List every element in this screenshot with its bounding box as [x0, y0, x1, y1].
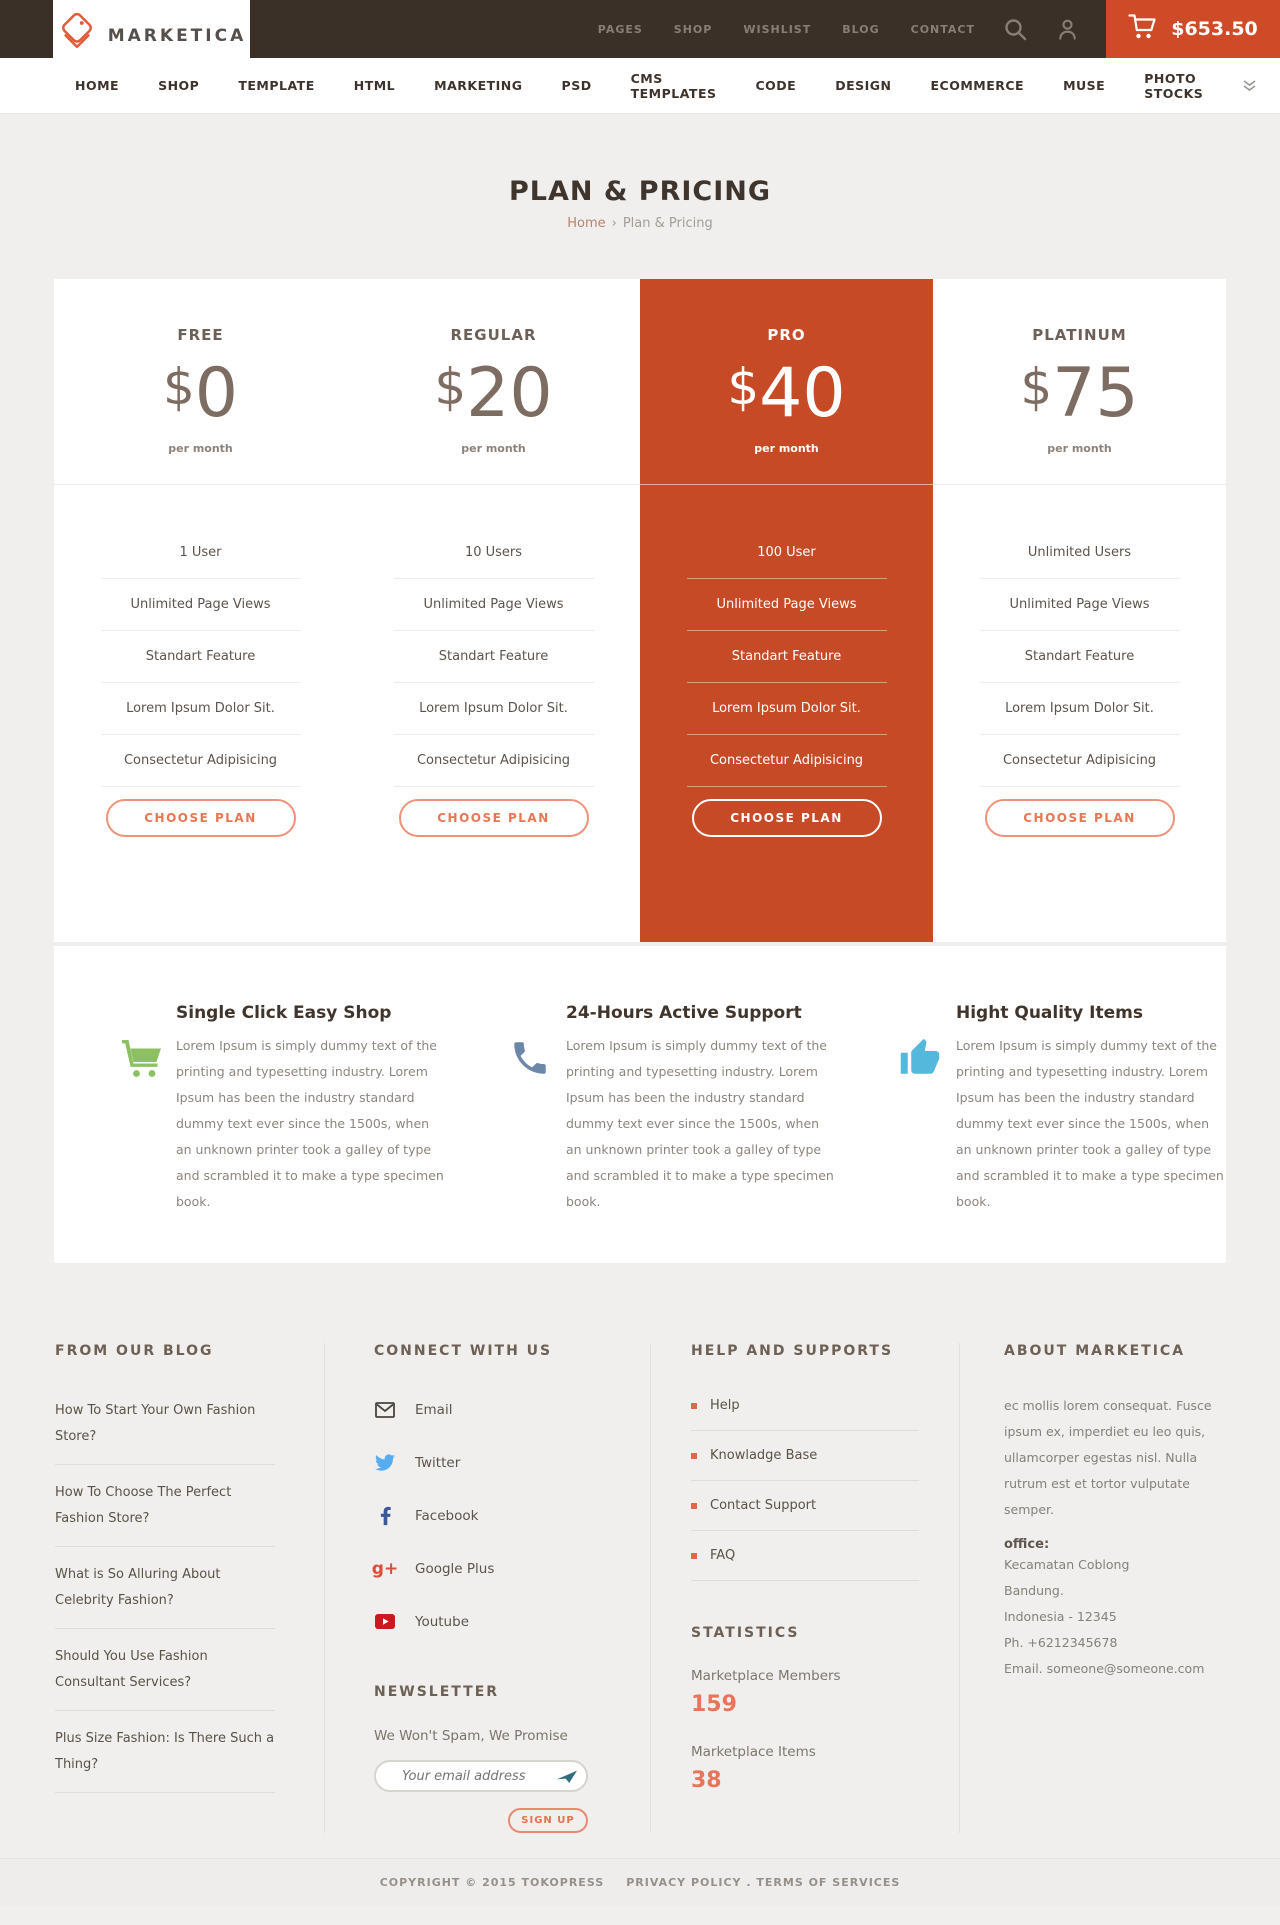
top-nav [598, 23, 975, 36]
plan-feature-list [347, 485, 640, 787]
plan-feature: Standart Feature [980, 631, 1180, 683]
plan-feature: 100 User [687, 527, 887, 579]
connect-heading: CONNECT WITH US [374, 1343, 553, 1359]
price-amount: 75 [1052, 354, 1139, 433]
plan-feature: Unlimited Page Views [394, 579, 594, 631]
help-link-contact-support[interactable] [691, 1481, 919, 1531]
privacy-policy-link[interactable]: PRIVACY POLICY [626, 1876, 742, 1889]
facebook-icon [374, 1506, 396, 1526]
plan-feature: 1 User [101, 527, 301, 579]
copyright-bar [0, 1858, 1280, 1906]
plan-feature: Unlimited Page Views [980, 579, 1180, 631]
blog-post-link[interactable]: What is So Alluring About Celebrity Fashion? [55, 1547, 275, 1629]
blog-post-link[interactable]: Should You Use Fashion Consultant Services? [55, 1629, 275, 1711]
help-label: Contact Support [710, 1498, 817, 1513]
feature-title: Single Click Easy Shop [176, 1003, 392, 1023]
address-line: Bandung. [1004, 1583, 1064, 1598]
plan-header [347, 279, 640, 485]
help-heading: HELP AND SUPPORTS [691, 1343, 894, 1359]
cart-total: $653.50 [1171, 18, 1258, 40]
help-label: Knowladge Base [710, 1448, 818, 1463]
breadcrumb-current: Plan & Pricing [622, 216, 713, 231]
plan-feature-list [640, 485, 933, 787]
blog-post-link[interactable]: Plus Size Fashion: Is There Such a Thing? [55, 1711, 275, 1793]
plan-platinum [933, 279, 1226, 942]
feature-text: Lorem Ipsum is simply dummy text of the printing and typesetting industry. Lorem Ipsum has been the industry standard dummy text ever since the 1500s, when an unknown printer took a galley of type and scrambled it to make a type specimen book. [956, 1038, 1224, 1209]
about-text: ec mollis lorem consequat. Fusce ipsum ex, imperdiet eu leo quis, ullamcorper egestas nisl. Nulla rutrum est et tortor vulputate semper. [1004, 1398, 1212, 1517]
social-label: Facebook [415, 1507, 479, 1524]
choose-plan-button-pro[interactable]: CHOOSE PLAN [692, 799, 882, 837]
brand-name: MARKETICA [107, 26, 247, 46]
search-icon[interactable] [1004, 18, 1027, 41]
social-list [371, 1383, 650, 1648]
blog-heading: FROM OUR BLOG [55, 1343, 214, 1359]
plan-feature: Consectetur Adipisicing [980, 735, 1180, 787]
currency-symbol: $ [727, 358, 760, 416]
feature-title: Hight Quality Items [956, 1003, 1143, 1023]
social-label: Email [415, 1401, 453, 1418]
bottom-link-separator: . [746, 1876, 752, 1889]
breadcrumb-home-link[interactable]: Home [567, 216, 606, 231]
cart-icon [119, 1037, 163, 1263]
plan-feature: Standart Feature [101, 631, 301, 683]
nav-item-design[interactable]: DESIGN [835, 78, 892, 93]
plan-header [933, 279, 1226, 485]
plan-feature: Unlimited Users [980, 527, 1180, 579]
square-bullet-icon [691, 1453, 697, 1459]
social-link-twitter[interactable] [374, 1436, 650, 1489]
plan-name: PLATINUM [1032, 326, 1127, 344]
newsletter-email-input[interactable] [374, 1760, 588, 1792]
footer-blog-column [44, 1343, 324, 1833]
plan-name: FREE [177, 326, 224, 344]
social-link-email[interactable] [374, 1383, 650, 1436]
plan-header [640, 279, 933, 485]
breadcrumb [0, 216, 1280, 231]
blog-post-link[interactable]: How To Choose The Perfect Fashion Store? [55, 1465, 275, 1547]
help-label: FAQ [710, 1548, 736, 1563]
plan-price [933, 348, 1226, 450]
stat-value: 159 [691, 1692, 737, 1717]
plan-free [54, 279, 347, 942]
currency-symbol: $ [162, 358, 195, 416]
nav-item-psd[interactable]: PSD [561, 78, 592, 93]
square-bullet-icon [691, 1403, 697, 1409]
top-nav-blog[interactable]: BLOG [842, 22, 880, 36]
user-account-icon[interactable] [1056, 18, 1079, 41]
plan-feature: Consectetur Adipisicing [687, 735, 887, 787]
paper-plane-icon[interactable] [557, 1769, 577, 1788]
thumbs-up-icon [899, 1037, 943, 1263]
social-label: Twitter [415, 1454, 461, 1471]
stat-label: Marketplace Members [691, 1668, 841, 1684]
cart-icon [1128, 13, 1158, 45]
plan-feature: Lorem Ipsum Dolor Sit. [101, 683, 301, 735]
page-heading [0, 114, 1280, 231]
social-label: Youtube [415, 1613, 469, 1630]
feature-easy-shop [54, 1003, 444, 1263]
nav-item-ecommerce[interactable]: ECOMMERCE [930, 78, 1025, 93]
newsletter-form [374, 1760, 588, 1792]
nav-item-home[interactable]: HOME [75, 78, 120, 93]
social-link-google-plus[interactable] [371, 1542, 650, 1595]
social-label: Google Plus [415, 1560, 495, 1577]
nav-item-template[interactable]: TEMPLATE [238, 78, 315, 93]
stat-label: Marketplace Items [691, 1744, 816, 1760]
social-link-facebook[interactable] [374, 1489, 650, 1542]
phone-icon [509, 1037, 553, 1263]
plan-feature: Lorem Ipsum Dolor Sit. [687, 683, 887, 735]
footer-connect-column [324, 1343, 650, 1833]
feature-support [444, 1003, 834, 1263]
social-link-youtube[interactable] [374, 1595, 650, 1648]
feature-body [956, 1003, 1224, 1263]
stat-value: 38 [691, 1768, 722, 1793]
tag-icon [57, 12, 97, 60]
price-amount: 40 [759, 354, 846, 433]
plan-feature-list [933, 485, 1226, 787]
plan-regular [347, 279, 640, 942]
about-heading: ABOUT MARKETICA [1004, 1343, 1186, 1359]
pricing-table [54, 279, 1226, 942]
plan-name: REGULAR [450, 326, 537, 344]
plan-feature: Consectetur Adipisicing [101, 735, 301, 787]
breadcrumb-separator: › [611, 216, 617, 231]
terms-of-services-link[interactable]: TERMS OF SERVICES [756, 1876, 901, 1889]
nav-item-cms-templates[interactable]: CMS TEMPLATES [630, 70, 717, 101]
help-link-knowledge-base[interactable] [691, 1431, 919, 1481]
feature-text: Lorem Ipsum is simply dummy text of the printing and typesetting industry. Lorem Ipsum has been the industry standard dummy text ever since the 1500s, when an unknown printer took a galley of type and scrambled it to make a type specimen book. [176, 1038, 444, 1209]
email-icon [374, 1402, 396, 1418]
page-title: PLAN & PRICING [508, 176, 772, 207]
choose-plan-button-free[interactable]: CHOOSE PLAN [106, 799, 296, 837]
billing-period: per month [168, 442, 233, 455]
feature-body [566, 1003, 834, 1263]
nav-item-html[interactable]: HTML [353, 78, 396, 93]
plan-feature: Lorem Ipsum Dolor Sit. [980, 683, 1180, 735]
feature-highlights [54, 946, 1226, 1263]
nav-item-code[interactable]: CODE [755, 78, 797, 93]
plan-feature: 10 Users [394, 527, 594, 579]
blog-list [55, 1383, 279, 1793]
statistics-heading: STATISTICS [691, 1625, 800, 1641]
plan-header [54, 279, 347, 485]
copyright-text: COPYRIGHT © 2015 TOKOPRESS [379, 1876, 605, 1889]
plan-pro-highlighted [640, 279, 933, 942]
billing-period: per month [1047, 442, 1112, 455]
top-header [0, 0, 1280, 58]
billing-period: per month [754, 442, 819, 455]
youtube-icon [374, 1614, 396, 1629]
help-label: Help [710, 1398, 740, 1413]
footer-about-column [959, 1343, 1236, 1833]
plan-price [640, 348, 933, 450]
chevron-down-icon[interactable] [1242, 79, 1257, 92]
nav-item-photo-stocks[interactable]: PHOTO STOCKS [1144, 70, 1204, 101]
square-bullet-icon [691, 1503, 697, 1509]
newsletter-heading: NEWSLETTER [374, 1684, 500, 1700]
google-plus-icon: g+ [371, 1558, 399, 1579]
footer-help-column [650, 1343, 959, 1833]
plan-feature: Consectetur Adipisicing [394, 735, 594, 787]
choose-plan-button-platinum[interactable]: CHOOSE PLAN [985, 799, 1175, 837]
footer [0, 1263, 1280, 1906]
plan-feature: Standart Feature [687, 631, 887, 683]
plan-feature: Unlimited Page Views [101, 579, 301, 631]
top-nav-shop[interactable]: SHOP [673, 22, 713, 36]
logo[interactable] [53, 0, 250, 72]
feature-title: 24-Hours Active Support [566, 1003, 802, 1023]
billing-period: per month [461, 442, 526, 455]
plan-feature-list [54, 485, 347, 787]
top-nav-contact[interactable]: CONTACT [910, 22, 975, 36]
address-line: Ph. +6212345678 [1004, 1635, 1118, 1650]
help-link-help[interactable] [691, 1381, 919, 1431]
twitter-icon [374, 1454, 396, 1471]
nav-item-shop[interactable]: SHOP [158, 78, 200, 93]
price-amount: 20 [466, 354, 553, 433]
feature-quality [834, 1003, 1224, 1263]
top-nav-pages[interactable]: PAGES [597, 22, 643, 36]
address-line: Email. someone@someone.com [1004, 1661, 1205, 1676]
choose-plan-button-regular[interactable]: CHOOSE PLAN [399, 799, 589, 837]
currency-symbol: $ [434, 358, 467, 416]
newsletter-tagline: We Won't Spam, We Promise [374, 1728, 568, 1744]
help-list [691, 1381, 919, 1581]
top-nav-wishlist[interactable]: WISHLIST [743, 22, 812, 36]
blog-post-link[interactable]: How To Start Your Own Fashion Store? [55, 1383, 275, 1465]
help-link-faq[interactable] [691, 1531, 919, 1581]
plan-name: PRO [767, 326, 806, 344]
nav-item-marketing[interactable]: MARKETING [434, 78, 523, 93]
nav-item-muse[interactable]: MUSE [1063, 78, 1106, 93]
price-amount: 0 [194, 354, 239, 433]
plan-price [347, 348, 640, 450]
plan-feature: Standart Feature [394, 631, 594, 683]
square-bullet-icon [691, 1553, 697, 1559]
address-line: Indonesia - 12345 [1004, 1609, 1117, 1624]
office-label: office: [1004, 1537, 1050, 1552]
newsletter-signup-button[interactable]: SIGN UP [508, 1808, 588, 1833]
currency-symbol: $ [1020, 358, 1053, 416]
plan-feature: Lorem Ipsum Dolor Sit. [394, 683, 594, 735]
address-line: Kecamatan Coblong [1004, 1557, 1130, 1572]
feature-body [176, 1003, 444, 1263]
plan-feature: Unlimited Page Views [687, 579, 887, 631]
bottom-links [626, 1876, 900, 1889]
cart-button[interactable] [1106, 0, 1280, 58]
plan-price [54, 348, 347, 450]
feature-text: Lorem Ipsum is simply dummy text of the printing and typesetting industry. Lorem Ipsum has been the industry standard dummy text ever since the 1500s, when an unknown printer took a galley of type and scrambled it to make a type specimen book. [566, 1038, 834, 1209]
